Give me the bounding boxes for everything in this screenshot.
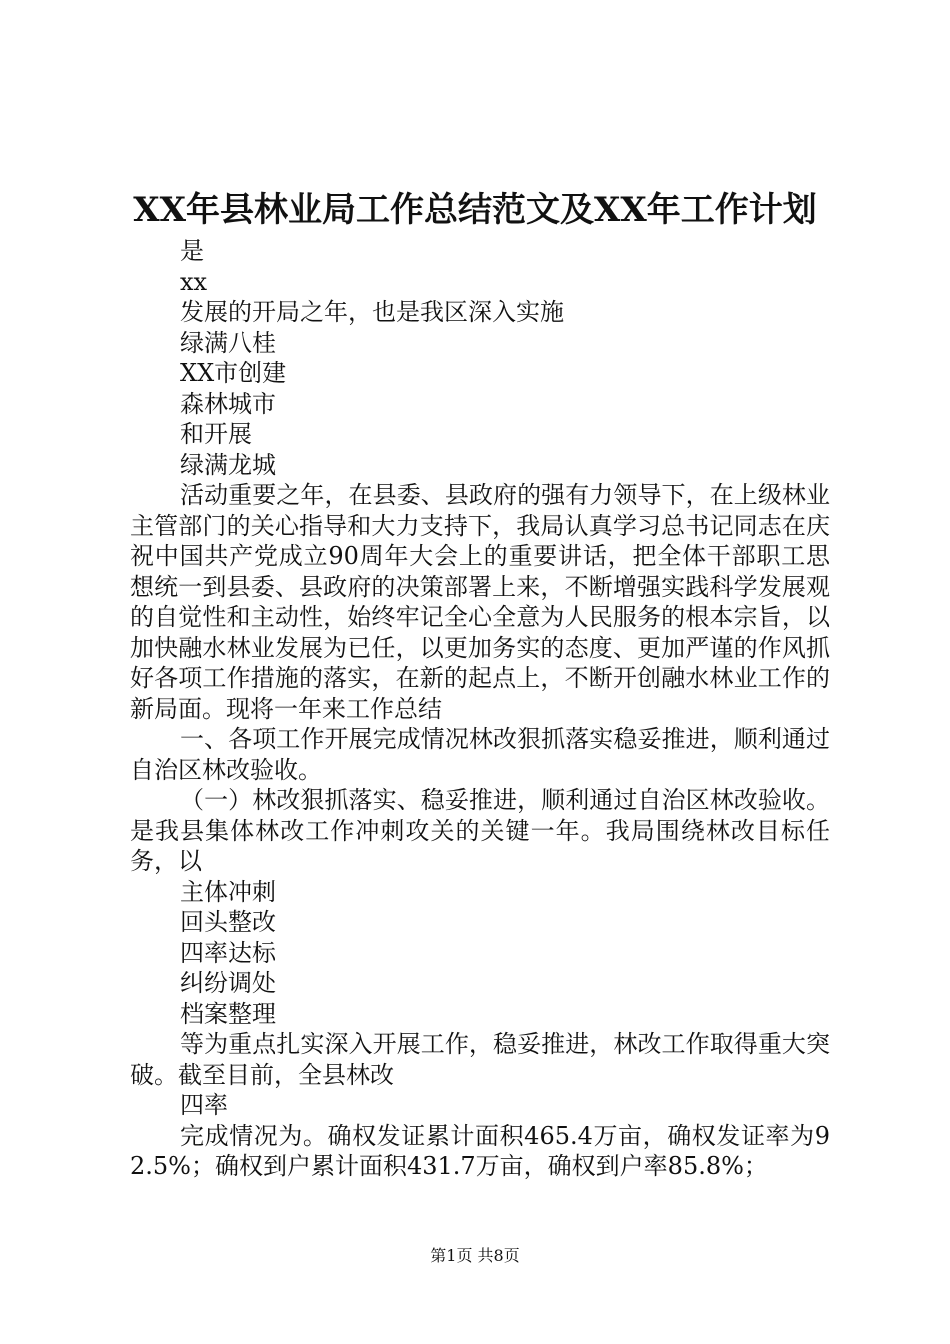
text-line: 四率: [180, 1091, 228, 1119]
body-paragraph: 等为重点扎实深入开展工作，稳妥推进，林改工作取得重大突破。截至目前，全县林改: [130, 1030, 830, 1089]
text-line: 发展的开局之年，也是我区深入实施: [180, 298, 564, 326]
text-line: 和开展: [180, 420, 252, 448]
text-line: 档案整理: [180, 999, 276, 1028]
text-line: 四率达标: [180, 938, 276, 967]
text-line: xx: [180, 267, 208, 296]
text-line: XX市创建: [180, 359, 287, 387]
text-line: 是: [180, 237, 204, 265]
document-body: [130, 236, 830, 1182]
body-paragraph: （一）林改狠抓落实、稳妥推进，顺利通过自治区林改验收。是我县集体林改工作冲刺攻关的关键一年。我局围绕林改目标任务，以: [130, 786, 830, 875]
text-line: 绿满龙城: [180, 450, 276, 479]
document-title: XX年县林业局工作总结范文及XX年工作计划: [133, 190, 817, 230]
text-line: 回头整改: [180, 908, 276, 936]
section-heading-paragraph: 一、各项工作开展完成情况林改狠抓落实稳妥推进，顺利通过自治区林改验收。: [130, 725, 830, 784]
text-line: 绿满八桂: [180, 328, 276, 357]
body-paragraph: 完成情况为。确权发证累计面积465.4万亩，确权发证率为92.5%；确权到户累计面积431.7万亩，确权到户率85.8%；: [130, 1121, 830, 1180]
text-line: 主体冲刺: [180, 877, 276, 906]
text-line: 纠纷调处: [180, 969, 276, 997]
page-number-footer: 第1页 共8页: [430, 1246, 520, 1265]
body-paragraph: 活动重要之年，在县委、县政府的强有力领导下，在上级林业主管部门的关心指导和大力支持下，我局认真学习总书记同志在庆祝中国共产党成立90周年大会上的重要讲话，把全体干部职工思想统一到县委、县政府的决策部署上来，不断增强实践科学发展观的自觉性和主动性，始终牢记全心全意为人民服务的根本宗旨，以加快融水林业发展为已任，以更加务实的态度、更加严谨的作风抓好各项工作措施的落实，在新的起点上，不断开创融水林业工作的新局面。现将一年来工作总结: [130, 481, 830, 723]
text-line: 森林城市: [180, 389, 276, 418]
